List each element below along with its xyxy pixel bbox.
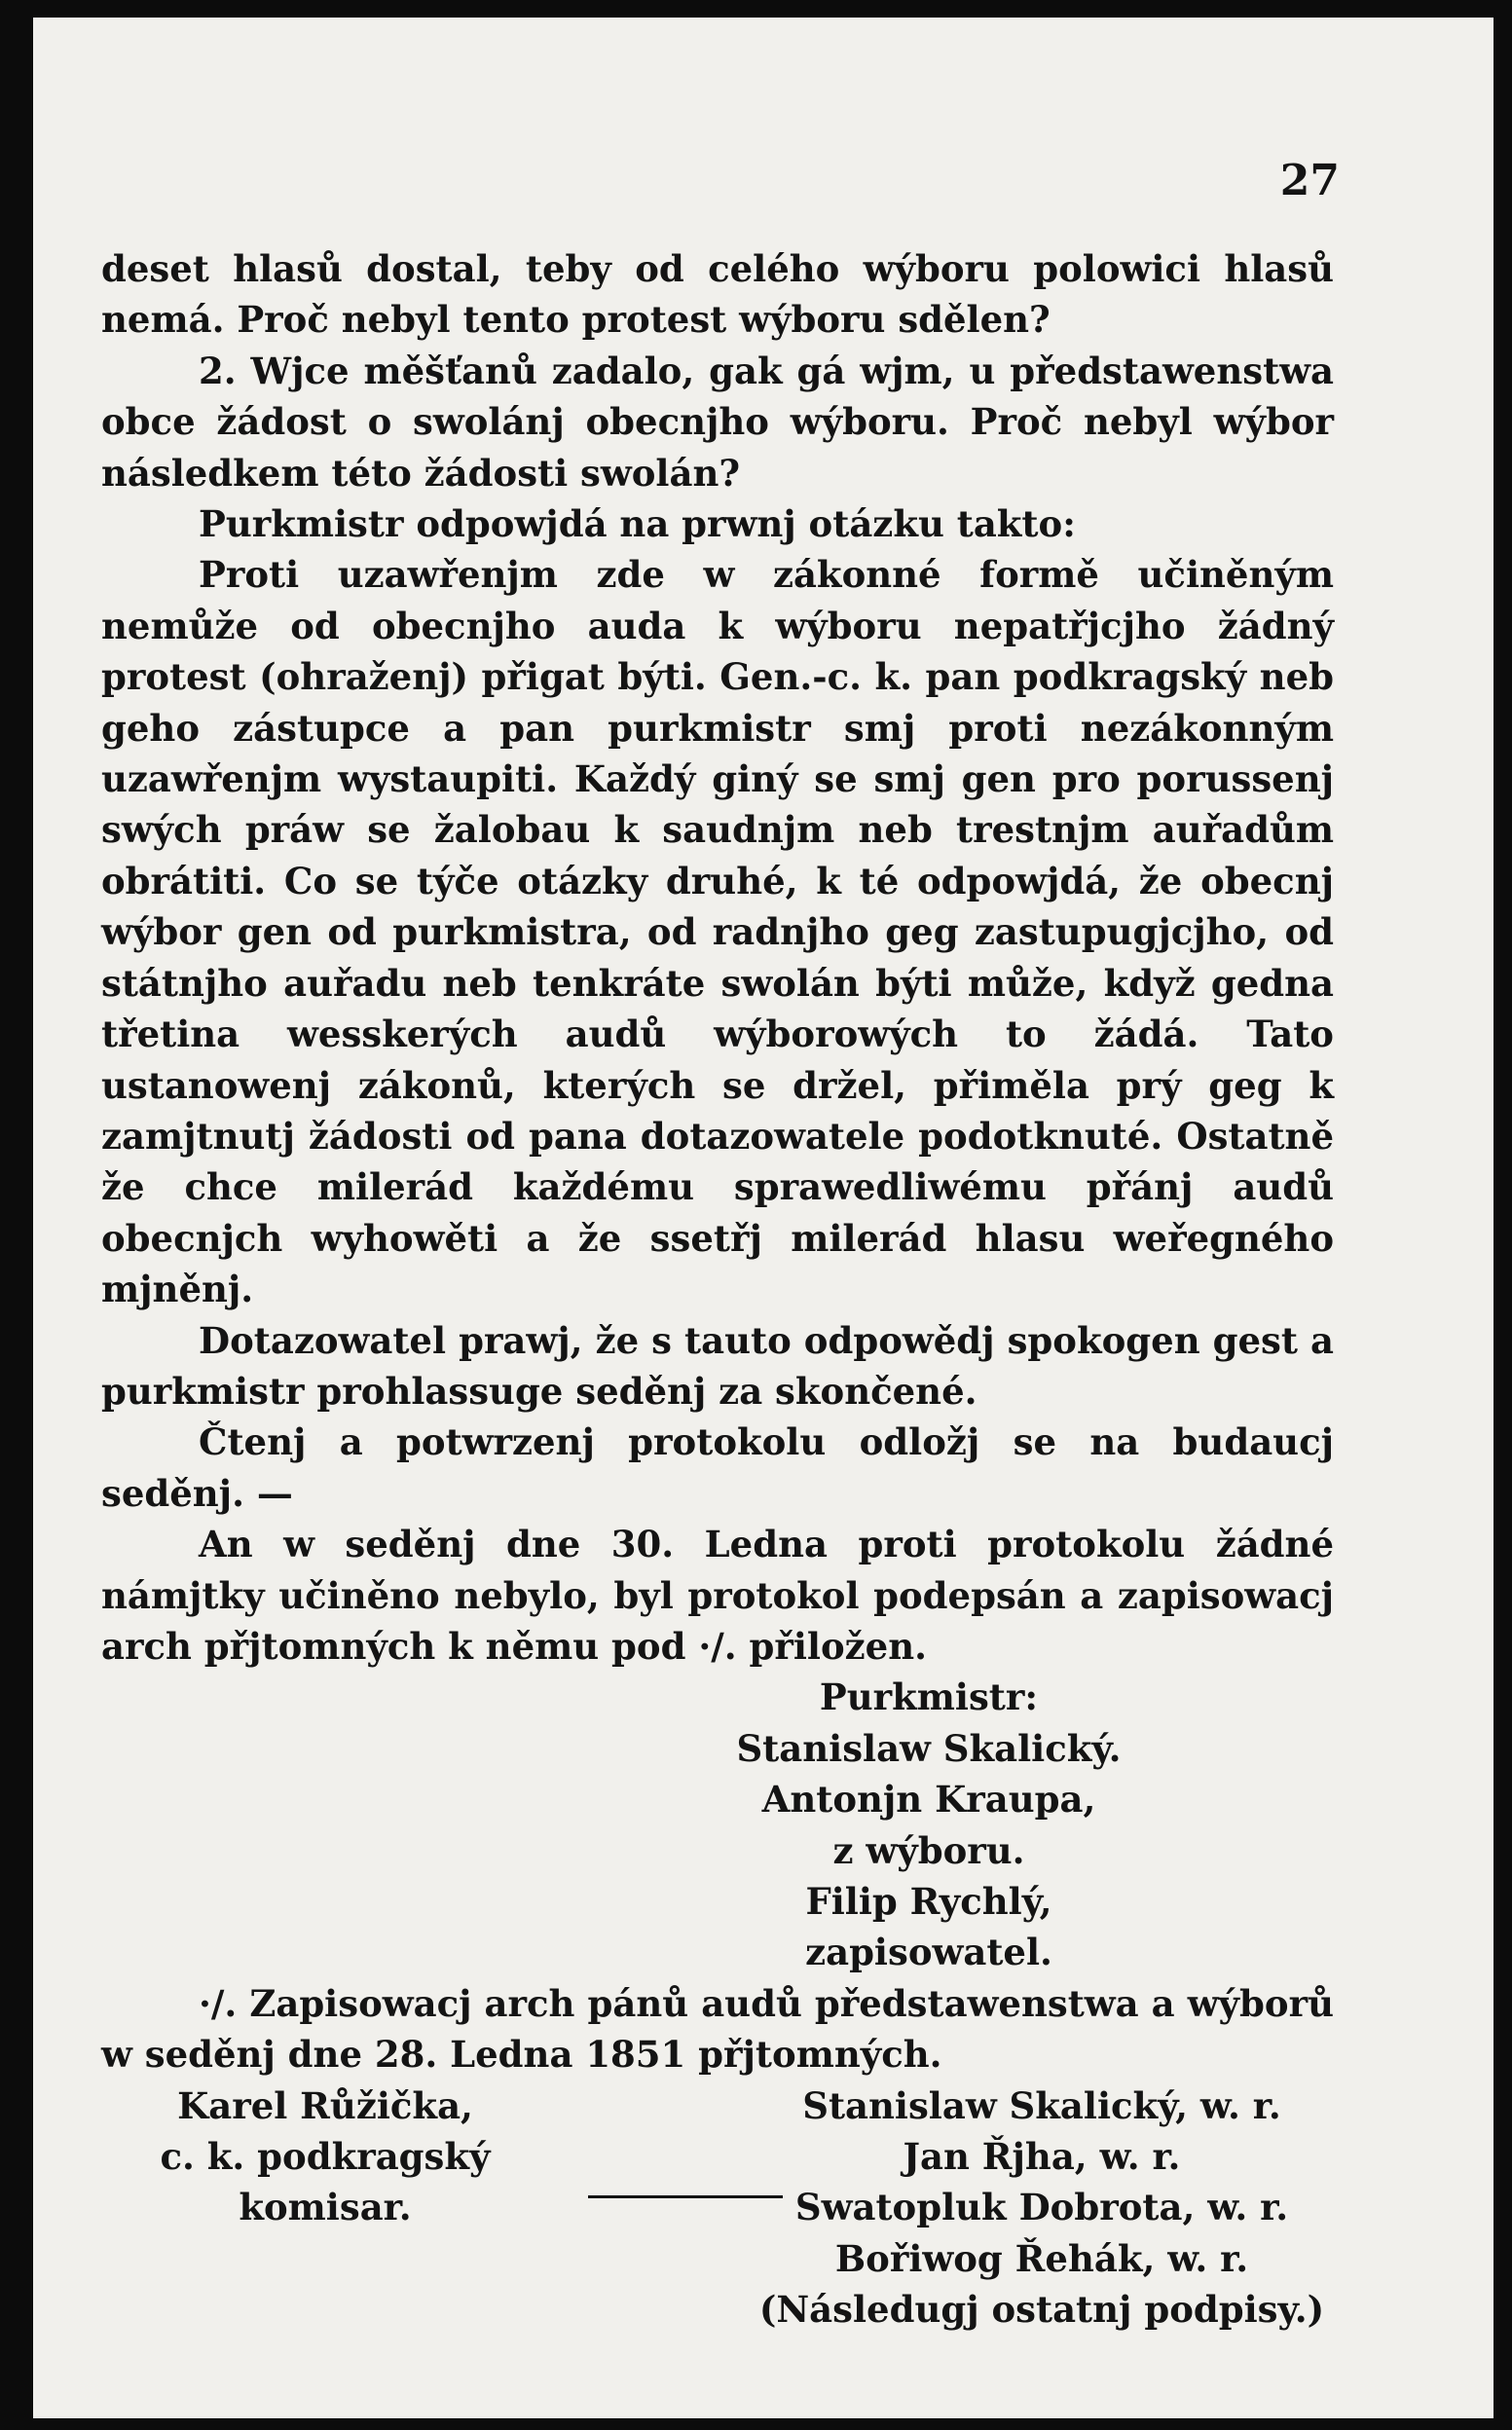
annex-right-line: Stanislaw Skalický, w. r. <box>802 2083 1281 2127</box>
annex-left-line: c. k. podkragský komisar. <box>160 2135 491 2229</box>
annex-left-column <box>101 2080 549 2336</box>
signature-line: zapisowatel. <box>805 1931 1052 1974</box>
paragraph-4: Proti uzawřenjm zde w zákonné formě učiněným nemůže od obecnjho auda k wýboru nepatřjcjho žádný protest (ohraženj) přigat býti. Gen.-c. k. pan podkragský neb geho zástupce a pan purkmistr smj proti nezákonným uzawřenjm wystaupiti. Každý giný se smj gen pro porussenj swých práw se žalobau k saudnjm neb trestnjm auřadům obrátiti. Co se týče otázky druhé, k té odpowjdá, že obecnj wýbor gen od purkmistra, od radnjho geg zastupugjcjho, od státnjho auřadu neb tenkráte swolán býti může, když gedna třetina wesskerých audů wýborowých to žádá. Tato ustanowenj zákonů, kterých se držel, přiměla prý geg k zamjtnutj žádosti od pana dotazowatele podotknuté. Ostatně že chce milerád každému sprawedliwému přánj audů obecnjch wyhowěti a že ssetřj milerád hlasu weřegného mjněnj. <box>101 553 1334 1311</box>
annex-right-line: Bořiwog Řehák, w. r. <box>834 2236 1249 2280</box>
annex-right-column <box>750 2080 1334 2336</box>
signature-title: Purkmistr: <box>819 1675 1039 1719</box>
paragraph-2: 2. Wjce měšťanů zadalo, gak gá wjm, u předstawenstwa obce žádost o swolánj obecnjho wýboru. Proč nebyl wýbor následkem této žádosti swolán? <box>101 349 1334 495</box>
paragraph-6: Čtenj a potwrzenj protokolu odložj se na budaucj seděnj. — <box>101 1420 1334 1515</box>
annex-right-line: Swatopluk Dobrota, w. r. <box>794 2186 1289 2229</box>
paragraph-7: An w seděnj dne 30. Ledna proti protokolu žádné námjtky učiněno nebylo, byl protokol podepsán a zapisowacj arch přjtomných k němu pod ·/. přiložen. <box>101 1523 1334 1668</box>
annex-left-line: Karel Růžička, <box>177 2083 473 2127</box>
closing-rule <box>588 2195 783 2198</box>
document-page <box>33 18 1494 2418</box>
annex-right-line: (Následugj ostatnj podpisy.) <box>758 2288 1325 2332</box>
paragraph-3: Purkmistr odpowjdá na prwnj otázku takto: <box>199 502 1076 546</box>
page-number: 27 <box>1279 156 1340 205</box>
signature-line: Antonjn Kraupa, <box>761 1778 1096 1822</box>
body-text <box>101 243 1334 2336</box>
paragraph-1: deset hlasů dostal, teby od celého wýboru polowici hlasů nemá. Proč nebyl tento protest wýboru sdělen? <box>101 247 1334 342</box>
annex-text: ·/. Zapisowacj arch pánů audů předstawenstwa a wýborů w seděnj dne 28. Ledna 1851 přjtomných. <box>101 1981 1334 2077</box>
signature-line: Filip Rychlý, <box>805 1880 1052 1923</box>
annex-signatures <box>101 2080 1334 2336</box>
paragraph-5: Dotazowatel prawj, že s tauto odpowědj spokogen gest a purkmistr prohlassuge seděnj za skončené. <box>101 1318 1334 1413</box>
annex-right-line: Jan Řjha, w. r. <box>903 2135 1181 2179</box>
signature-line: Stanislaw Skalický. <box>736 1726 1122 1770</box>
signature-line: z wýboru. <box>832 1828 1025 1872</box>
signature-block <box>734 1672 1124 1977</box>
